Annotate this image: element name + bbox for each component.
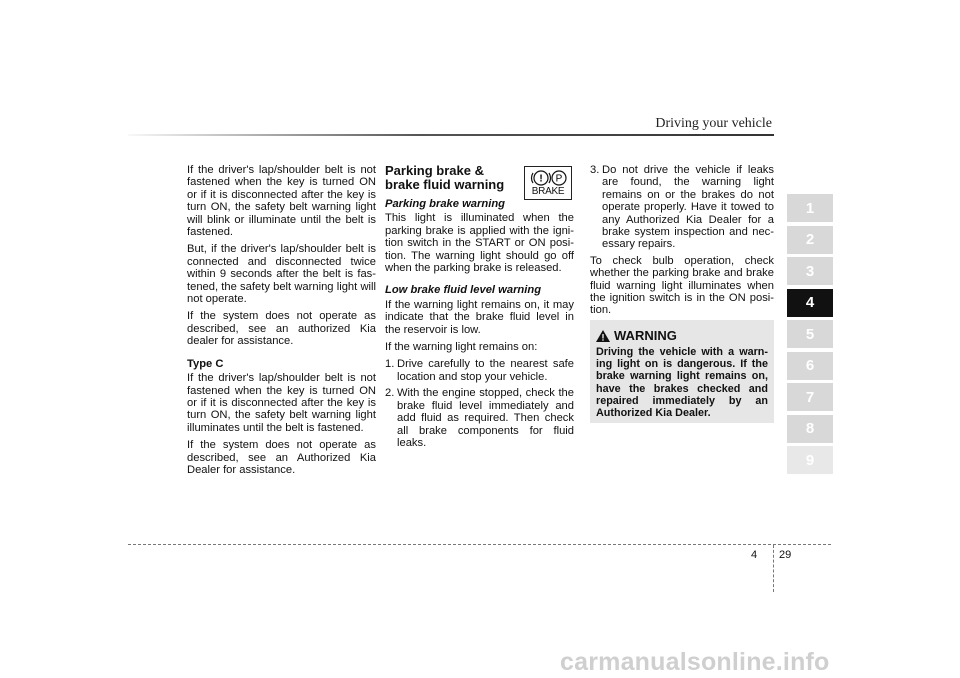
column-3 xyxy=(590,164,774,322)
paragraph: If the warning light remains on, it may indicate that the brake fluid level in the reservoir is low. xyxy=(385,298,574,336)
paragraph: This light is illuminated when the parking brake is applied with the igni-tion switch in the START or ON posi-tion. The warning light should go off when the parking brake is released. xyxy=(385,212,574,275)
list-number: 1. xyxy=(385,358,395,371)
chapter-tabs xyxy=(787,194,833,478)
list-text: With the engine stopped, check the brake fluid level immediately and add fluid as required. Then check all brake components for fluid leaks. xyxy=(397,387,574,449)
chapter-tab[interactable]: 5 xyxy=(787,320,833,348)
list-number: 2. xyxy=(385,387,395,400)
chapter-tab[interactable]: 2 xyxy=(787,226,833,254)
section-title: Parking brake & brake fluid warning xyxy=(385,163,505,192)
paragraph: If the warning light remains on: xyxy=(385,341,538,354)
chapter-tab-active[interactable]: 4 xyxy=(787,289,833,317)
list-text: Do not drive the vehicle if leaks are found, the warning light remains on or the brakes do not operate properly. Have it towed to any Authorized Kia Dealer for a brake system inspection and nec-essary repairs. xyxy=(602,164,774,251)
warning-heading xyxy=(596,328,677,343)
paragraph: If the driver's lap/shoulder belt is not fastened when the key is turned ON or if it is disconnected after the key is turn ON, the safety belt warning light will blink or illuminate until the belt is fastened. xyxy=(187,164,376,239)
brake-icon-label: BRAKE xyxy=(531,186,565,197)
brake-bang-glyph: ! xyxy=(539,173,543,185)
chapter-tab[interactable]: 9 xyxy=(787,446,833,474)
chapter-tab[interactable]: 3 xyxy=(787,257,833,285)
watermark: carmanualsonline.info xyxy=(560,648,830,676)
chapter-number: 4 xyxy=(751,549,758,561)
paragraph: If the driver's lap/shoulder belt is not fastened when the key is turned ON or if it is disconnected after the key is turn ON, the safety belt warning light illuminates until the belt is fastened. xyxy=(187,372,376,434)
list-item xyxy=(590,164,774,251)
page-number: 29 xyxy=(779,549,792,561)
warning-text: Driving the vehicle with a warn-ing light on is dangerous. If the brake warning light remains on, have the brakes checked and repaired immediately by an Authorized Kia Dealer. xyxy=(596,346,768,420)
footer-rule xyxy=(128,544,831,545)
chapter-tab[interactable]: 8 xyxy=(787,415,833,443)
list-text: Drive carefully to the nearest safe location and stop your vehicle. xyxy=(397,358,574,383)
brake-symbol-icon xyxy=(525,168,573,188)
warning-title: WARNING xyxy=(614,328,677,343)
paragraph: If the system does not operate as described, see an Authorized Kia Dealer for assistance. xyxy=(187,439,376,476)
header-rule xyxy=(128,134,774,136)
paragraph: To check bulb operation, check whether the parking brake and brake fluid warning light illuminates when the ignition switch is in the ON posi-tion. xyxy=(590,254,774,317)
list-item xyxy=(385,358,574,383)
column-1 xyxy=(187,164,376,481)
chapter-tab[interactable]: 7 xyxy=(787,383,833,411)
paragraph: If the system does not operate as described, see an authorized Kia dealer for assistance. xyxy=(187,310,376,348)
paragraph: But, if the driver's lap/shoulder belt is connected and disconnected twice within 9 seconds after the belt is fas-tened, the safety belt warning light will not operate. xyxy=(187,243,376,306)
list-number: 3. xyxy=(590,164,600,176)
warning-box xyxy=(590,320,774,423)
chapter-tab[interactable]: 6 xyxy=(787,352,833,380)
column-2 xyxy=(385,164,574,453)
page-header-title: Driving your vehicle xyxy=(655,116,772,131)
brake-p-glyph: P xyxy=(555,173,563,185)
list-item xyxy=(385,387,574,449)
warning-triangle-icon xyxy=(596,330,610,342)
type-c-heading: Type C xyxy=(187,357,224,370)
footer-divider xyxy=(773,545,774,592)
brake-warning-icon xyxy=(524,166,572,200)
brake-fluid-subheading: Low brake fluid level warning xyxy=(385,284,542,297)
parking-brake-subheading: Parking brake warning xyxy=(385,198,505,210)
chapter-tab[interactable]: 1 xyxy=(787,194,833,222)
